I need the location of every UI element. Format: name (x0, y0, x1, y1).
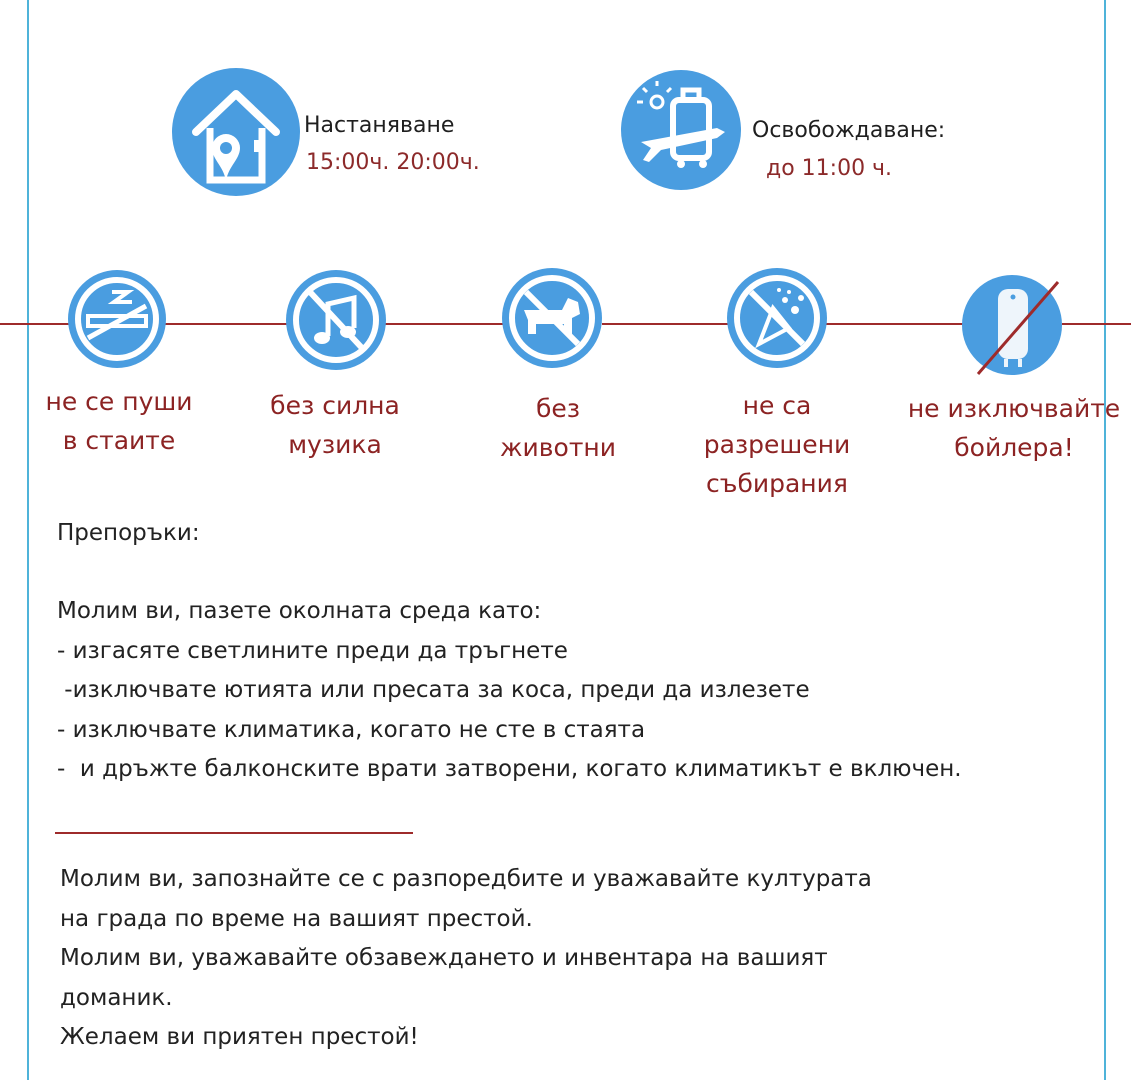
checkin-time: 15:00ч. 20:00ч. (306, 150, 480, 175)
rule-label-line: без (535, 394, 581, 423)
rule-label-no-music (240, 386, 430, 464)
checkout-label: Освобождаване: (752, 118, 946, 143)
strike-line (970, 270, 1070, 380)
rule-label-line: събирания (706, 469, 848, 498)
recommendation-line: - и дръжте балконските врати затворени, когато климатикът е включен. (57, 756, 962, 782)
recommendation-line: - изгасяте светлините преди да тръгнете (57, 637, 568, 664)
no-music-icon (286, 270, 386, 370)
rule-label-line: разрешени (703, 430, 851, 459)
rule-label-boiler (900, 389, 1128, 467)
luggage-plane-icon (621, 70, 741, 190)
house-location-icon (172, 68, 300, 196)
section-divider (55, 832, 413, 834)
no-parties-icon (727, 268, 827, 368)
rule-label-line: животни (500, 433, 616, 462)
checkout-time: до 11:00 ч. (766, 156, 893, 181)
closing-line: Молим ви, уважавайте обзавеждането и инвентара на вашият (60, 945, 828, 971)
checkin-label: Настаняване (304, 113, 455, 138)
rule-label-line: не са (742, 391, 812, 420)
closing-line: доманик. (60, 984, 173, 1011)
right-frame-line (1104, 0, 1106, 1080)
recommendations-title: Препоръки: (57, 520, 200, 546)
rule-label-line: музика (288, 430, 382, 459)
rules-line-segment (163, 323, 287, 325)
closing-text (60, 860, 872, 1058)
rules-line-segment (602, 323, 728, 325)
rule-label-line: бойлера! (954, 433, 1074, 462)
recommendation-line: Молим ви, пазете околната среда като: (57, 598, 542, 624)
rule-label-no-smoking (24, 382, 214, 460)
closing-line: Молим ви, запознайте се с разпоредбите и уважавайте културата (60, 866, 872, 892)
recommendation-line: -изключвате ютията или пресата за коса, преди да излезете (57, 677, 810, 703)
rules-line-segment (0, 323, 70, 325)
rules-line-segment (826, 323, 964, 325)
rule-label-line: не се пуши (45, 387, 193, 416)
no-smoking-icon (68, 270, 166, 368)
recommendation-line: - изключвате климатика, когато не сте в стаята (57, 716, 646, 743)
rule-label-line: без силна (270, 391, 400, 420)
rule-label-line: в стаите (62, 426, 176, 455)
rule-label-line: не изключвайте (907, 394, 1121, 423)
rules-line-segment (1062, 323, 1131, 325)
recommendations-list (57, 592, 962, 790)
rule-label-no-pets (463, 389, 653, 467)
closing-line: Желаем ви приятен престой! (60, 1024, 419, 1050)
rules-line-segment (385, 323, 503, 325)
left-frame-line (27, 0, 29, 1080)
no-pets-icon (502, 268, 602, 368)
closing-line: на града по време на вашият престой. (60, 905, 533, 932)
rule-label-no-parties (682, 386, 872, 503)
